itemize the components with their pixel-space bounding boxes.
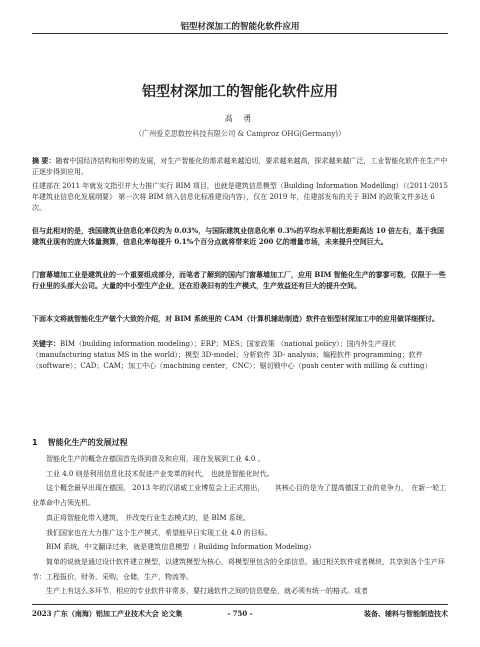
header-rule bbox=[32, 33, 448, 34]
section-title: 智能化生产的发展过程 bbox=[47, 438, 128, 447]
abstract-p5: 下面本文将就智能化生产做个大致的介绍，对 BIM 系统里的 CAM（计算机辅助制造）软件在铝型材深加工中的应用做详细探讨。 bbox=[32, 314, 439, 323]
keywords-label: 关键字： bbox=[32, 340, 60, 348]
keywords-text: BIM（building information modeling）；ERP；MES；国家政策 （national policy）；国内外生产现状（manufacturing status MS in the world）；模型 3D-model；分析软件 3D- analysis；编程软件 programming；软件（software）；CAD；CAM；加工中心（machining center，CNC）；锯切锁中心（push center with milling & cutting） bbox=[32, 340, 432, 370]
footer-left: 2023 广东（南海）铝加工产业技术大会 论文集 bbox=[32, 609, 183, 618]
body-paragraph: 简单的说就是通过设计软件建立模型，以建筑模型为核心，将模型里包含的全部信息，通过相关软件或者模块，共享到各个生产环节：工程报价，财务，采购，仓储，生产，物流等。 bbox=[32, 557, 445, 581]
keywords bbox=[32, 339, 448, 372]
footer-right: 装备、辅料与智能制造技术 bbox=[364, 609, 448, 618]
page-number: - 750 - bbox=[227, 609, 253, 618]
body-paragraph: 我们国家也在大力推广这个生产模式，希望能早日实现工业 4.0 的目标。 bbox=[46, 528, 272, 537]
section-body bbox=[32, 452, 448, 599]
section-heading bbox=[32, 437, 128, 448]
body-paragraph: 生产上有这么多环节，相应的专业软件非常多，要打通软件之间的信息壁垒，就必须有统一的格式。或者 bbox=[46, 587, 368, 596]
body-paragraph: 这个概念最早出现在德国， 2013 年的汉诺威工业博览会上正式推出， 其核心目的是为了提高德国工业的竞争力， 在新一轮工业革命中占领先机。 bbox=[32, 484, 447, 508]
abstract-p4: 门窗幕墙加工业是建筑业的一个重要组成部分，而笔者了解到的国内门窗幕墙加工厂，应用 BIM 智能化生产的寥寥可数，仅限于一些行业里的头部大公司。大量的中小型生产企业，还在沿袭旧有的生产模式，生产效益还有巨大的提升空间。 bbox=[32, 270, 446, 290]
body-paragraph: 智能化生产的概念在德国首先得到普及和应用，现在发展到工业 4.0 。 bbox=[46, 455, 265, 463]
paper-title: 铝型材深加工的智能化软件应用 bbox=[142, 84, 338, 100]
body-paragraph: 工业 4.0 则是利用信息化技术促进产业变革的时代， 也就是智能化时代。 bbox=[46, 469, 274, 478]
body-paragraph: BIM 系统，中文翻译过来，就是建筑信息模型（ Building Information Modeling） bbox=[46, 543, 316, 552]
footer-rule bbox=[32, 604, 448, 605]
affiliation: （广州爱克思数控科技有限公司 & Camproz OHG(Germany)） bbox=[134, 129, 346, 138]
abstract-p1-text: 随着中国经济结构和形势的发展，对生产智能化的需求越来越迫切，要求越来越高，探求越来越广泛，工业智能化软件在生产中正逐步得到应用。 bbox=[32, 157, 448, 176]
abstract-p2: 住建部在 2011 年就发文指引并大力推广实行 BIM 项目，也就是建筑信息模型（Building Information Modelling）（《2011-2015 年建筑业信息化发展纲要》 第一次将 BIM 纳入信息化标准建设内容），仅在 2019 年，住建部发布的关于 BIM 的政策文件多达 6 次。 bbox=[32, 182, 448, 212]
running-header: 铝型材深加工的智能化软件应用 bbox=[180, 22, 300, 32]
author: 高 勇 bbox=[224, 114, 256, 123]
abstract-p3: 但与此相对的是，我国建筑业信息化率仅约为 0.03%，与国际建筑业信息化率 0.3%的平均水平相比差距高达 10 倍左右，基于我国建筑业现有的庞大体量测算，信息化率每提升 0.1%个百分点就将带来近 200 亿的增量市场，未来提升空间巨大。 bbox=[32, 226, 445, 246]
body-paragraph: 真正将智能化带入建筑， 并改变行业生态模式的，是 BIM 系统。 bbox=[46, 513, 250, 522]
abstract-p1 bbox=[32, 155, 448, 178]
section-number: 1 bbox=[32, 438, 38, 447]
abstract-label: 摘 要： bbox=[32, 156, 56, 165]
